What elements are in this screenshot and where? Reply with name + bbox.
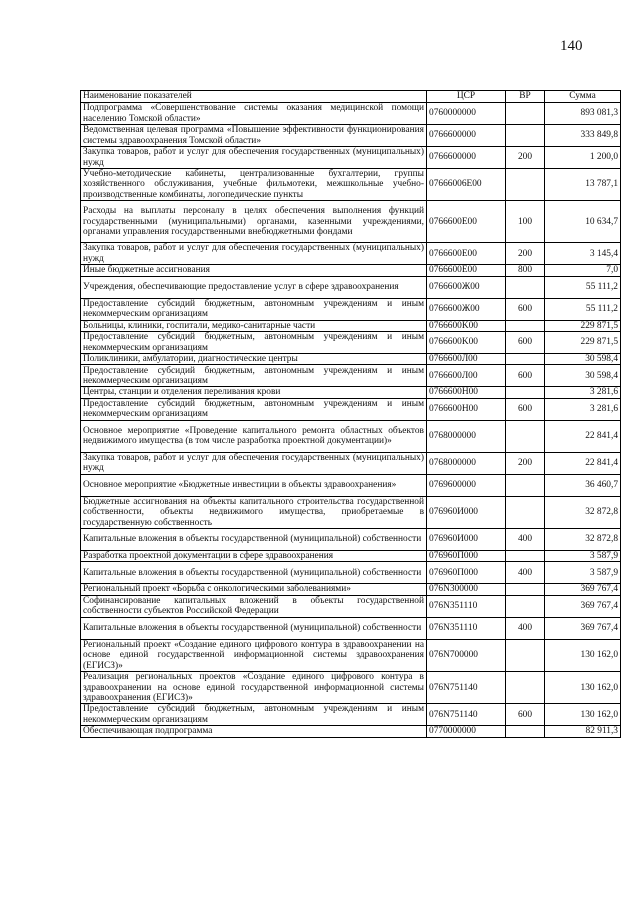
table-row bbox=[81, 320, 621, 331]
cell-csr: 0766600E00 bbox=[427, 243, 506, 265]
cell-sum: 36 460,7 bbox=[545, 474, 621, 496]
cell-sum: 32 872,8 bbox=[545, 496, 621, 528]
cell-vr: 200 bbox=[506, 452, 545, 474]
cell-csr: 0766600000 bbox=[427, 147, 506, 169]
cell-vr bbox=[506, 103, 545, 125]
cell-name: Капитальные вложения в объекты государственной (муниципальной) собственности bbox=[81, 562, 427, 584]
cell-vr: 600 bbox=[506, 365, 545, 387]
table-row bbox=[81, 276, 621, 298]
cell-sum: 130 162,0 bbox=[545, 672, 621, 704]
cell-name: Поликлиники, амбулатории, диагностические центры bbox=[81, 354, 427, 365]
cell-vr: 200 bbox=[506, 147, 545, 169]
cell-name: Реализация региональных проектов «Создание единого цифрового контура в здравоохранении на основе единой государственной информационной системы здравоохранения (ЕГИСЗ)» bbox=[81, 672, 427, 704]
cell-csr: 0766600Л00 bbox=[427, 354, 506, 365]
table-row bbox=[81, 452, 621, 474]
cell-sum: 3 281,6 bbox=[545, 387, 621, 398]
cell-csr: 0768000000 bbox=[427, 452, 506, 474]
table-header-row bbox=[81, 91, 621, 103]
cell-vr bbox=[506, 551, 545, 562]
cell-sum: 229 871,5 bbox=[545, 332, 621, 354]
cell-sum: 1 200,0 bbox=[545, 147, 621, 169]
table-row bbox=[81, 704, 621, 726]
cell-csr: 0766600Ж00 bbox=[427, 298, 506, 320]
cell-sum: 3 587,9 bbox=[545, 562, 621, 584]
cell-csr: 0766600K00 bbox=[427, 320, 506, 331]
cell-vr bbox=[506, 595, 545, 617]
cell-sum: 22 841,4 bbox=[545, 452, 621, 474]
cell-csr: 07666006E00 bbox=[427, 169, 506, 201]
cell-name: Учреждения, обеспечивающие предоставление услуг в сфере здравоохранения bbox=[81, 276, 427, 298]
cell-sum: 13 787,1 bbox=[545, 169, 621, 201]
table-row bbox=[81, 147, 621, 169]
cell-vr: 400 bbox=[506, 562, 545, 584]
cell-csr: 076960П000 bbox=[427, 562, 506, 584]
cell-name: Расходы на выплаты персоналу в целях обеспечения выполнения функций государственными (муниципальными) органами, казенными учреждениями, органами управления государственными внебюджетными фондами bbox=[81, 201, 427, 243]
cell-name: Иные бюджетные ассигнования bbox=[81, 265, 427, 276]
header-vr: ВР bbox=[506, 91, 545, 103]
cell-vr bbox=[506, 496, 545, 528]
table-row bbox=[81, 298, 621, 320]
cell-csr: 076960И000 bbox=[427, 529, 506, 551]
table-row bbox=[81, 726, 621, 737]
cell-vr: 400 bbox=[506, 617, 545, 639]
table-row bbox=[81, 387, 621, 398]
cell-name: Закупка товаров, работ и услуг для обеспечения государственных (муниципальных) нужд bbox=[81, 243, 427, 265]
cell-vr bbox=[506, 387, 545, 398]
cell-vr: 800 bbox=[506, 265, 545, 276]
cell-vr bbox=[506, 672, 545, 704]
cell-name: Капитальные вложения в объекты государственной (муниципальной) собственности bbox=[81, 529, 427, 551]
page-number: 140 bbox=[560, 38, 583, 54]
cell-sum: 130 162,0 bbox=[545, 639, 621, 671]
cell-sum: 3 145,4 bbox=[545, 243, 621, 265]
cell-name: Предоставление субсидий бюджетным, автономным учреждениям и иным некоммерческим организациям bbox=[81, 298, 427, 320]
cell-sum: 369 767,4 bbox=[545, 617, 621, 639]
cell-sum: 3 587,9 bbox=[545, 551, 621, 562]
cell-name: Предоставление субсидий бюджетным, автономным учреждениям и иным некоммерческим организациям bbox=[81, 365, 427, 387]
cell-csr: 0766600K00 bbox=[427, 332, 506, 354]
table-row bbox=[81, 420, 621, 452]
budget-table bbox=[80, 90, 621, 738]
cell-name: Обеспечивающая подпрограмма bbox=[81, 726, 427, 737]
table-row bbox=[81, 474, 621, 496]
cell-name: Региональный проект «Создание единого цифрового контура в здравоохранении на основе единой государственной информационной системы здравоохранения (ЕГИСЗ)» bbox=[81, 639, 427, 671]
table-row bbox=[81, 354, 621, 365]
cell-sum: 30 598,4 bbox=[545, 365, 621, 387]
table-row bbox=[81, 617, 621, 639]
cell-csr: 076N351110 bbox=[427, 617, 506, 639]
cell-name: Предоставление субсидий бюджетным, автономным учреждениям и иным некоммерческим организациям bbox=[81, 332, 427, 354]
cell-name: Региональный проект «Борьба с онкологическими заболеваниями» bbox=[81, 584, 427, 595]
cell-name: Предоставление субсидий бюджетным, автономным учреждениям и иным некоммерческим организациям bbox=[81, 398, 427, 420]
cell-csr: 0770000000 bbox=[427, 726, 506, 737]
table-row bbox=[81, 595, 621, 617]
cell-name: Капитальные вложения в объекты государственной (муниципальной) собственности bbox=[81, 617, 427, 639]
table-row bbox=[81, 496, 621, 528]
cell-name: Основное мероприятие «Бюджетные инвестиции в объекты здравоохранения» bbox=[81, 474, 427, 496]
cell-sum: 130 162,0 bbox=[545, 704, 621, 726]
cell-csr: 0766600E00 bbox=[427, 265, 506, 276]
table-row bbox=[81, 672, 621, 704]
cell-name: Софинансирование капитальных вложений в объекты государственной собственности субъектов Российской Федерации bbox=[81, 595, 427, 617]
table-row bbox=[81, 639, 621, 671]
cell-vr: 600 bbox=[506, 298, 545, 320]
cell-vr bbox=[506, 420, 545, 452]
cell-sum: 55 111,2 bbox=[545, 298, 621, 320]
cell-vr bbox=[506, 354, 545, 365]
table-row bbox=[81, 332, 621, 354]
cell-name: Бюджетные ассигнования на объекты капитального строительства государственной собственности, объекты недвижимого имущества, приобретаемые в государственную собственность bbox=[81, 496, 427, 528]
cell-sum: 82 911,3 bbox=[545, 726, 621, 737]
table-row bbox=[81, 243, 621, 265]
cell-sum: 7,0 bbox=[545, 265, 621, 276]
cell-vr bbox=[506, 169, 545, 201]
cell-sum: 22 841,4 bbox=[545, 420, 621, 452]
cell-name: Учебно-методические кабинеты, централизованные бухгалтерии, группы хозяйственного обслуживания, учебные фильмотеки, межшкольные учебно-производственные комбинаты, логопедические пункты bbox=[81, 169, 427, 201]
cell-vr: 600 bbox=[506, 398, 545, 420]
cell-name: Основное мероприятие «Проведение капитального ремонта областных объектов недвижимого имущества (в том числе разработка проектной документации)» bbox=[81, 420, 427, 452]
cell-vr bbox=[506, 639, 545, 671]
cell-name: Предоставление субсидий бюджетным, автономным учреждениям и иным некоммерческим организациям bbox=[81, 704, 427, 726]
table-row bbox=[81, 201, 621, 243]
cell-csr: 0766600E00 bbox=[427, 201, 506, 243]
cell-name: Подпрограмма «Совершенствование системы оказания медицинской помощи населению Томской области» bbox=[81, 103, 427, 125]
cell-csr: 0766600Л00 bbox=[427, 365, 506, 387]
cell-vr bbox=[506, 584, 545, 595]
cell-vr bbox=[506, 320, 545, 331]
cell-vr: 200 bbox=[506, 243, 545, 265]
table-row bbox=[81, 398, 621, 420]
cell-name: Ведомственная целевая программа «Повышение эффективности функционирования системы здравоохранения Томской области» bbox=[81, 125, 427, 147]
cell-sum: 10 634,7 bbox=[545, 201, 621, 243]
cell-csr: 076960И000 bbox=[427, 496, 506, 528]
cell-csr: 076960П000 bbox=[427, 551, 506, 562]
cell-csr: 076N351110 bbox=[427, 595, 506, 617]
table-row bbox=[81, 365, 621, 387]
table-row bbox=[81, 562, 621, 584]
cell-vr: 600 bbox=[506, 704, 545, 726]
cell-sum: 369 767,4 bbox=[545, 584, 621, 595]
table-row bbox=[81, 529, 621, 551]
cell-csr: 0760000000 bbox=[427, 103, 506, 125]
cell-vr bbox=[506, 125, 545, 147]
header-csr: ЦСР bbox=[427, 91, 506, 103]
cell-sum: 55 111,2 bbox=[545, 276, 621, 298]
cell-csr: 076N300000 bbox=[427, 584, 506, 595]
cell-sum: 369 767,4 bbox=[545, 595, 621, 617]
cell-vr: 600 bbox=[506, 332, 545, 354]
table-row bbox=[81, 584, 621, 595]
cell-csr: 076N751140 bbox=[427, 704, 506, 726]
table-row bbox=[81, 169, 621, 201]
cell-csr: 076N700000 bbox=[427, 639, 506, 671]
cell-sum: 3 281,6 bbox=[545, 398, 621, 420]
cell-sum: 229 871,5 bbox=[545, 320, 621, 331]
cell-vr bbox=[506, 474, 545, 496]
table-row bbox=[81, 265, 621, 276]
cell-name: Центры, станции и отделения переливания крови bbox=[81, 387, 427, 398]
cell-name: Больницы, клиники, госпитали, медико-санитарные части bbox=[81, 320, 427, 331]
cell-vr: 100 bbox=[506, 201, 545, 243]
cell-name: Разработка проектной документации в сфере здравоохранения bbox=[81, 551, 427, 562]
cell-csr: 0766600000 bbox=[427, 125, 506, 147]
table-row bbox=[81, 551, 621, 562]
cell-sum: 30 598,4 bbox=[545, 354, 621, 365]
cell-vr bbox=[506, 276, 545, 298]
table-row bbox=[81, 125, 621, 147]
cell-csr: 076N751140 bbox=[427, 672, 506, 704]
cell-csr: 0766600H00 bbox=[427, 398, 506, 420]
cell-name: Закупка товаров, работ и услуг для обеспечения государственных (муниципальных) нужд bbox=[81, 147, 427, 169]
table-body bbox=[81, 103, 621, 738]
cell-sum: 333 849,8 bbox=[545, 125, 621, 147]
cell-sum: 893 081,3 bbox=[545, 103, 621, 125]
cell-vr: 400 bbox=[506, 529, 545, 551]
header-name: Наименование показателей bbox=[81, 91, 427, 103]
cell-csr: 0766600Ж00 bbox=[427, 276, 506, 298]
cell-csr: 0769600000 bbox=[427, 474, 506, 496]
table-row bbox=[81, 103, 621, 125]
cell-vr bbox=[506, 726, 545, 737]
header-sum: Сумма bbox=[545, 91, 621, 103]
cell-sum: 32 872,8 bbox=[545, 529, 621, 551]
cell-csr: 0766600H00 bbox=[427, 387, 506, 398]
cell-name: Закупка товаров, работ и услуг для обеспечения государственных (муниципальных) нужд bbox=[81, 452, 427, 474]
cell-csr: 0768000000 bbox=[427, 420, 506, 452]
